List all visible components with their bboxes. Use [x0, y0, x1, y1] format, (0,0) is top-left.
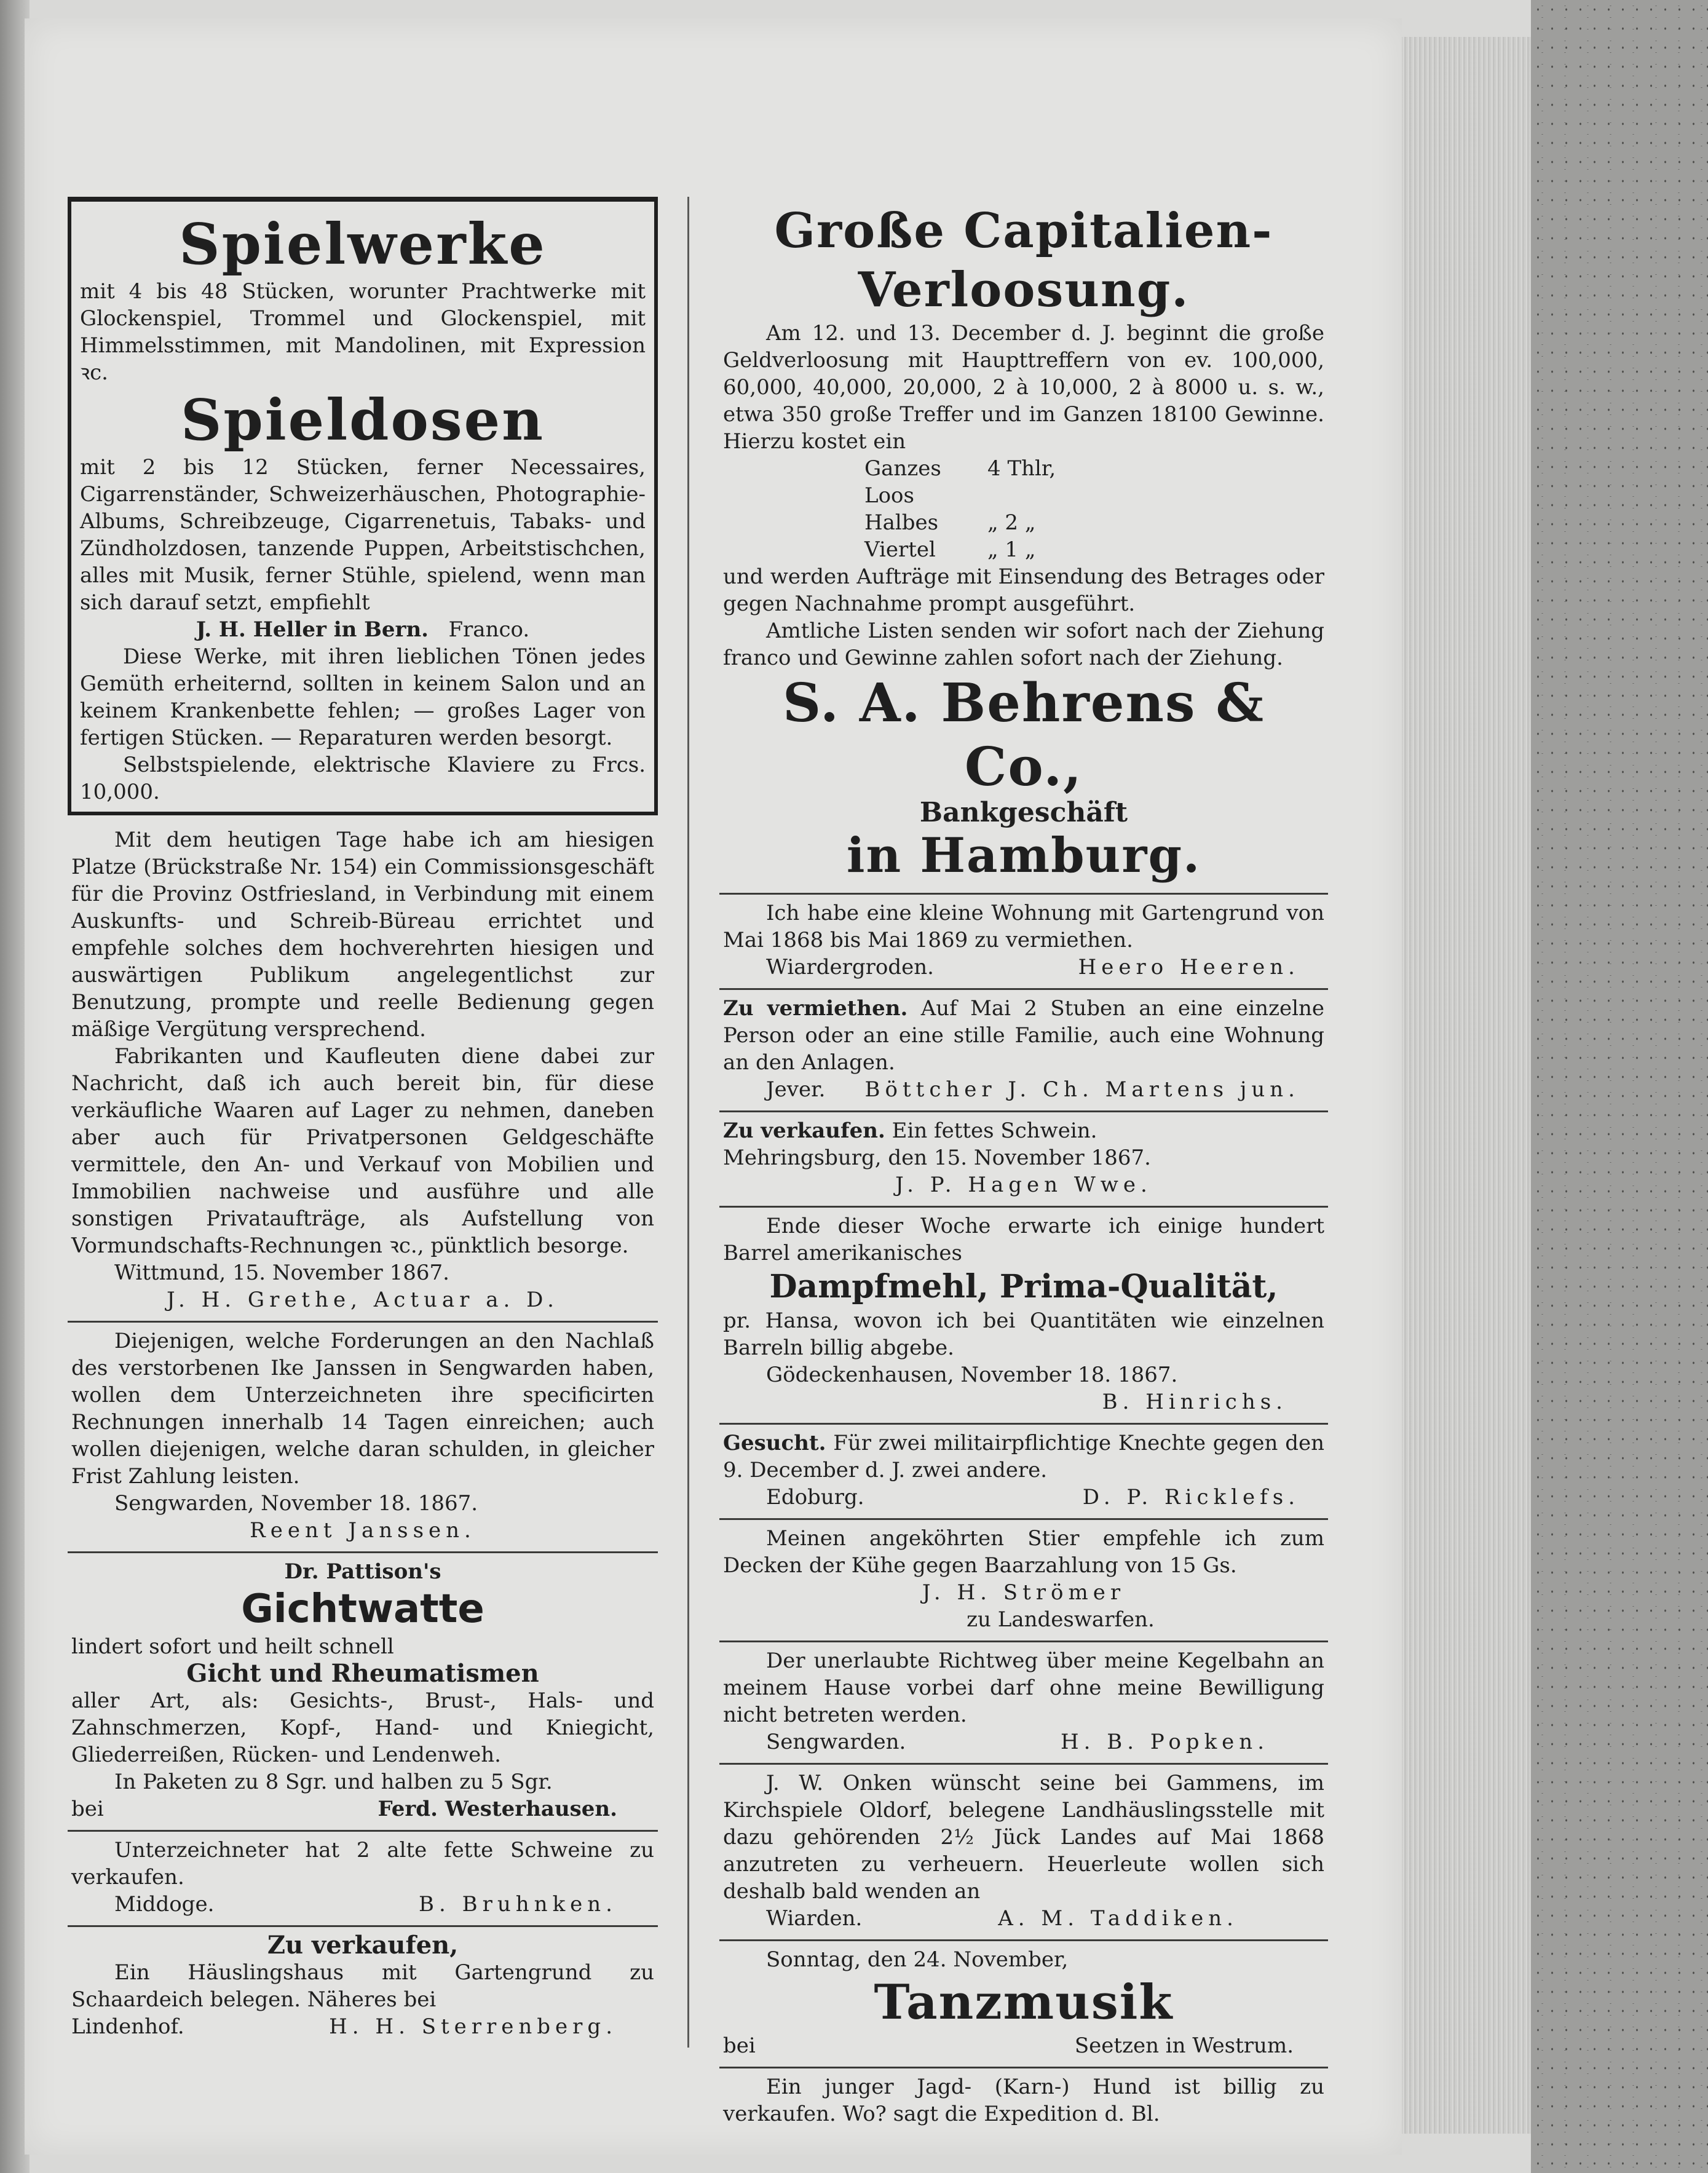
ad-text: Der unerlaubte Richtweg über meine Kegelbahn an meinem Hause vorbei darf ohne meine Bewilligung nicht betreten werden.: [723, 1649, 1324, 1727]
ad-heading: Spielwerke: [179, 211, 547, 277]
ad-text: Ein Häuslingshaus mit Gartengrund zu Schaardeich belegen. Näheres bei: [71, 1960, 654, 2012]
ad-text: pr. Hansa, wovon ich bei Quantitäten wie einzelnen Barreln billig abgebe.: [723, 1308, 1324, 1360]
ad-signature-line: [80, 616, 646, 643]
background-surface: [1531, 0, 1708, 2173]
ad-signature-line: [71, 1891, 654, 1918]
ad-signature: B. Hinrichs.: [1102, 1390, 1287, 1414]
price-row: [864, 509, 1324, 536]
ad-brand: Dr. Pattison's: [284, 1559, 441, 1584]
ad-hagen: [719, 1112, 1328, 1208]
ad-text: bei: [723, 2033, 756, 2058]
ad-ricklefs: [719, 1425, 1328, 1520]
ad-heading: Dampfmehl, Prima-Qualität,: [769, 1268, 1278, 1305]
ad-signature-place: zu Landeswarfen.: [967, 1607, 1155, 1632]
ad-text: [723, 1430, 1324, 1484]
ad-place: Lindenhof.: [71, 2014, 184, 2039]
ad-heading: Gichtwatte: [241, 1586, 484, 1632]
ad-heading: Tanzmusik: [874, 1974, 1174, 2030]
ad-lead: Zu vermiethen.: [723, 996, 908, 1021]
ad-signature-line: [723, 1484, 1324, 1511]
ad-text: Unterzeichneter hat 2 alte fette Schweine zu verkaufen.: [71, 1838, 654, 1890]
ad-popken: [719, 1642, 1328, 1765]
ad-subheading: Gicht und Rheumatismen: [186, 1659, 539, 1688]
ad-date: Sonntag, den 24. November,: [766, 1947, 1069, 1972]
ad-place: Edoburg.: [766, 1485, 864, 1510]
right-column: [719, 197, 1328, 2135]
ad-place-date: Wittmund, 15. November 1867.: [114, 1261, 449, 1285]
ad-text: Ende dieser Woche erwarte ich einige hundert Barrel amerikanisches: [723, 1214, 1324, 1265]
ad-hinrichs: [719, 1208, 1328, 1425]
ad-signature: J. H. Strömer: [922, 1580, 1126, 1605]
ad-spielwerke: [68, 197, 658, 815]
ad-pattison: [68, 1553, 658, 1832]
ad-heading: Zu verkaufen,: [267, 1931, 459, 1960]
price-label: Ganzes Loos: [864, 456, 941, 508]
ad-signature-line: [71, 2013, 654, 2040]
ad-text: [723, 1117, 1324, 1144]
ad-text: Selbstspielende, elektrische Klaviere zu Frcs. 10,000.: [80, 753, 646, 804]
ad-signature: D. P. Ricklefs.: [1082, 1485, 1300, 1510]
ad-place: Jever.: [766, 1077, 826, 1102]
ad-text: aller Art, als: Gesichts-, Brust-, Hals- und Zahnschmerzen, Kopf-, Hand- und Kniegicht, Gliederreißen, Rücken- und Lendenweh.: [71, 1688, 654, 1767]
ad-bruhnken: [68, 1832, 658, 1927]
ad-place: Sengwarden.: [766, 1730, 906, 1754]
ad-signature: Böttcher J. Ch. Martens jun.: [864, 1077, 1300, 1102]
ad-text: J. W. Onken wünscht seine bei Gammens, im Kirchspiele Oldorf, belegene Landhäuslingsstelle mit dazu gehörenden 2½ Jück Landes auf Mai 1868 anzutreten zu verheuern. Heuerleute wollen sich deshalb bald wenden an: [723, 1771, 1324, 1904]
ad-place-date: Mehringsburg, den 15. November 1867.: [723, 1146, 1151, 1170]
ad-text: Mit dem heutigen Tage habe ich am hiesigen Platze (Brückstraße Nr. 154) ein Commissionsgeschäft für die Provinz Ostfriesland, in Verbindung mit einem Auskunfts- und Schreib-Büreau errichtet und empfehle solches dem hochverehrten hiesigen und auswärtigen Publikum angelegentlichst zur Benutzung, prompte und reelle Bedienung gegen mäßige Vergütung versprechend.: [71, 828, 654, 1042]
firm-name: S. A. Behrens & Co.,: [782, 672, 1265, 798]
price-value: „ 2 „: [987, 510, 1036, 535]
ad-heading: Spieldosen: [180, 387, 545, 453]
ad-text: Am 12. und 13. December d. J. beginnt die große Geldverloosung mit Haupttreffern von ev. 100,000, 60,000, 40,000, 20,000, 2 à 10,000, 2 à 8000 u. s. w., etwa 350 große Treffer und im Ganzen 18100 Gewinne. Hierzu kostet ein: [723, 321, 1324, 454]
ad-body: Für zwei militairpflichtige Knechte gegen den 9. December d. J. zwei andere.: [723, 1431, 1324, 1482]
ad-signature-line: [723, 2032, 1324, 2059]
ad-signature-line: [723, 1905, 1324, 1932]
ad-place-date: Gödeckenhausen, November 18. 1867.: [766, 1363, 1178, 1387]
ad-signature: B. Bruhnken.: [419, 1892, 617, 1917]
ad-place: Wiardergroden.: [766, 955, 934, 980]
price-label: Viertel: [864, 537, 936, 562]
ad-janssen: [68, 1323, 658, 1553]
ad-heading: Große Capitalien-: [774, 203, 1273, 259]
price-value: 4 Thlr,: [987, 456, 1056, 481]
ad-martens: [719, 990, 1328, 1112]
ad-text: Fabrikanten und Kaufleuten diene dabei zur Nachricht, daß ich auch bereit bin, für diese verkäufliche Waaren auf Lager zu nehmen, daneben aber auch für Privatpersonen Geldgeschäfte vermittele, den An- und Verkauf von Mobilien und Immobilien nachweise und ausführe und alle sonstigen Privataufträge, als Aufstellung von Vormundschafts-Rechnungen ꝛc., pünktlich besorge.: [71, 1044, 654, 1258]
ad-signature: Reent Janssen.: [250, 1518, 476, 1543]
ad-signature-line: [723, 1076, 1324, 1103]
price-label: Halbes: [864, 510, 939, 535]
ad-body: Ein fettes Schwein.: [892, 1118, 1097, 1143]
ad-taddiken: [719, 1765, 1328, 1941]
ad-heading: Verloosung.: [858, 262, 1190, 318]
column-rule: [687, 197, 689, 2048]
ad-text: lindert sofort und heilt schnell: [71, 1634, 394, 1659]
ad-text: In Paketen zu 8 Sgr. und halben zu 5 Sgr.: [114, 1770, 553, 1794]
ad-text: Amtliche Listen senden wir sofort nach der Ziehung franco und Gewinne zahlen sofort nach der Ziehung.: [723, 619, 1324, 670]
ad-jagdhund: [719, 2068, 1328, 2135]
ad-text: Ein junger Jagd- (Karn-) Hund ist billig zu verkaufen. Wo? sagt die Expedition d. Bl.: [723, 2075, 1324, 2126]
left-column: [68, 197, 658, 2048]
ad-signature: Ferd. Westerhausen.: [378, 1797, 617, 1821]
ad-signature: J. P. Hagen Wwe.: [895, 1173, 1152, 1197]
ad-signature: Heero Heeren.: [1078, 955, 1300, 980]
price-row: [864, 455, 1324, 509]
ad-body: Auf Mai 2 Stuben an eine einzelne Person oder an eine stille Familie, auch eine Wohnung an den Anlagen.: [723, 996, 1324, 1075]
ad-text: mit 4 bis 48 Stücken, worunter Prachtwerke mit Glockenspiel, Trommel und Glockenspiel, mit Himmelsstimmen, mit Mandolinen, mit Expression ꝛc.: [80, 279, 646, 385]
ad-stroemer: [719, 1520, 1328, 1642]
ad-signature: A. M. Taddiken.: [998, 1906, 1238, 1931]
ad-lead: Gesucht.: [723, 1431, 826, 1455]
ad-place: Middoge.: [114, 1892, 215, 1917]
price-value: „ 1 „: [987, 537, 1036, 562]
ad-tanzmusik: [719, 1941, 1328, 2068]
ad-signature: H. H. Sterrenberg.: [329, 2014, 617, 2039]
ad-text: mit 2 bis 12 Stücken, ferner Necessaires, Cigarrenständer, Schweizerhäuschen, Photographie-Albums, Schreibzeuge, Cigarrenetuis, Tabaks- und Zündholzdosen, tanzende Puppen, Arbeitstischchen, alles mit Musik, ferner Stühle, spielend, wenn man sich darauf setzt, empfiehlt: [80, 455, 646, 615]
ad-behrens: [719, 197, 1328, 895]
ad-text: Diejenigen, welche Forderungen an den Nachlaß des verstorbenen Ike Janssen in Sengwarden haben, wollen dem Unterzeichneten ihre specificirten Rechnungen innerhalb 14 Tagen einreichen; auch wollen diejenigen, welche daran schulden, in gleicher Frist Zahlung leisten.: [71, 1329, 654, 1489]
ad-signature: H. B. Popken.: [1060, 1730, 1269, 1754]
ad-text: Meinen angeköhrten Stier empfehle ich zum Decken der Kühe gegen Baarzahlung von 15 Gs.: [723, 1526, 1324, 1578]
ad-signature-line: [723, 954, 1324, 981]
ad-signature: J. H. Grethe, Actuar a. D.: [167, 1288, 559, 1312]
ad-heeren: [719, 895, 1328, 990]
price-row: [864, 536, 1324, 563]
ad-place: Wiarden.: [766, 1906, 863, 1931]
ad-text: bei: [71, 1797, 104, 1821]
ad-text: Diese Werke, mit ihren lieblichen Tönen jedes Gemüth erheiternd, sollten in keinem Salon und an keinem Krankenbette fehlen; — großes Lager von fertigen Stücken. — Reparaturen werden besorgt.: [80, 644, 646, 750]
ad-signature-line: [723, 1728, 1324, 1755]
ad-signature: Seetzen in Westrum.: [1074, 2033, 1294, 2058]
ad-text: und werden Aufträge mit Einsendung des Betrages oder gegen Nachnahme prompt ausgeführt.: [723, 564, 1324, 616]
firm-city: in Hamburg.: [846, 828, 1201, 884]
price-list: [723, 455, 1324, 563]
ad-dealer-line: [71, 1795, 654, 1823]
ad-text: Ich habe eine kleine Wohnung mit Gartengrund von Mai 1868 bis Mai 1869 zu vermiethen.: [723, 901, 1324, 952]
ad-note: Franco.: [448, 617, 530, 642]
ad-lead: Zu verkaufen.: [723, 1118, 885, 1143]
firm-subtitle: Bankgeschäft: [919, 797, 1128, 828]
ad-signature: J. H. Heller in Bern.: [196, 617, 429, 642]
ad-sterrenberg: [68, 1927, 658, 2048]
ad-grethe: [68, 821, 658, 1323]
page-edges: [1402, 37, 1531, 2134]
ad-text: [723, 995, 1324, 1076]
ad-place-date: Sengwarden, November 18. 1867.: [114, 1491, 478, 1516]
